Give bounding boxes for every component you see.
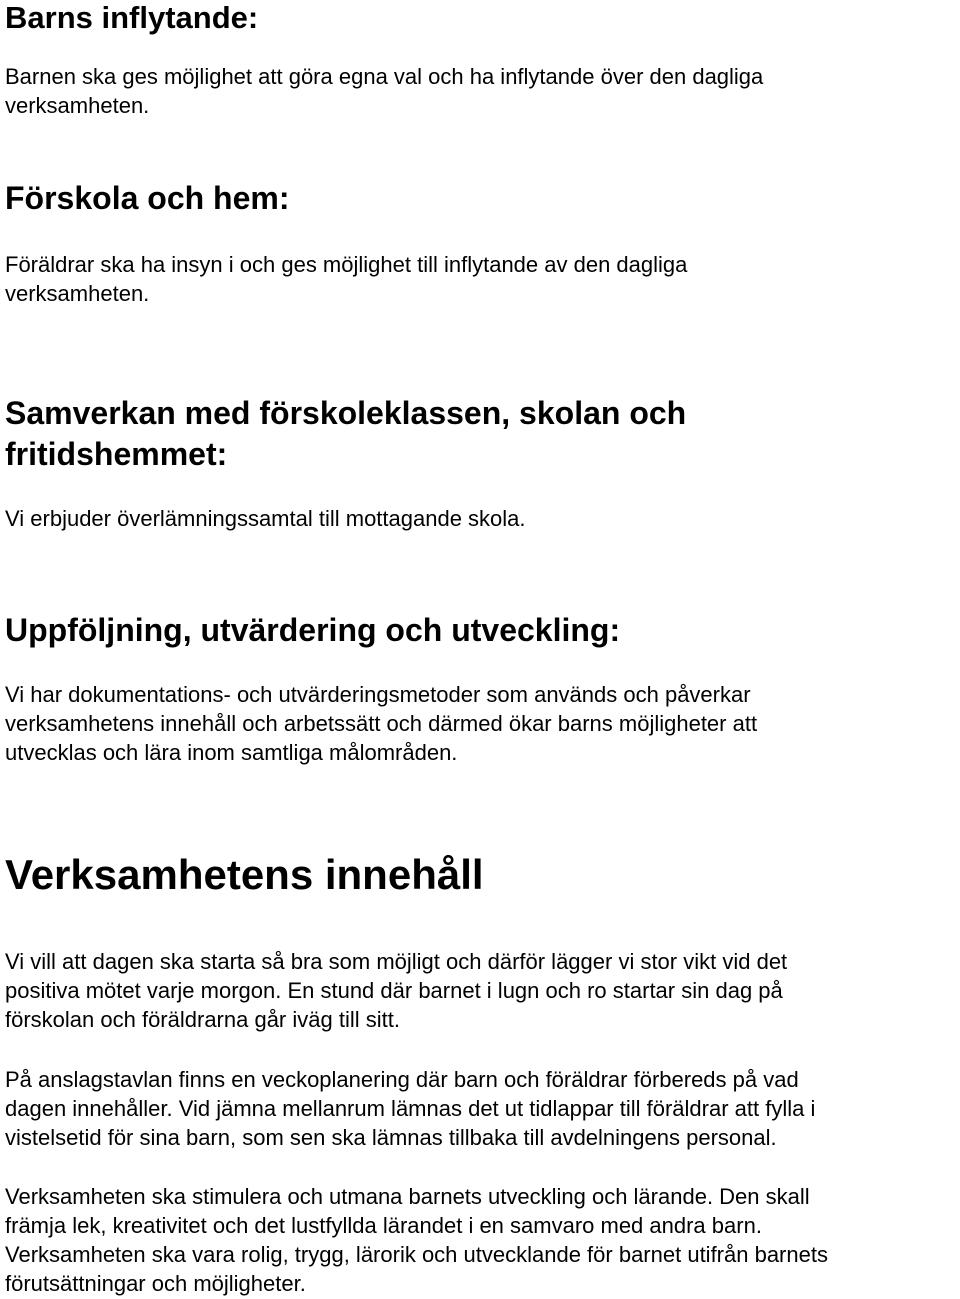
heading-samverkan-cont: fritidshemmet: xyxy=(5,436,228,472)
paragraph-line: Vi vill att dagen ska starta så bra som möjligt och därför lägger vi stor vikt vid det xyxy=(5,949,788,974)
paragraph-line: Verksamheten ska vara rolig, trygg, lärorik och utvecklande för barnet utifrån barnets xyxy=(5,1242,828,1267)
paragraph-line: förskolan och föräldrarna går iväg till sitt. xyxy=(5,1007,400,1032)
paragraph-line: verksamhetens innehåll och arbetssätt och därmed ökar barns möjligheter att xyxy=(5,711,758,736)
heading-uppfoljning: Uppföljning, utvärdering och utveckling: xyxy=(5,612,621,648)
paragraph-line: dagen innehåller. Vid jämna mellanrum lämnas det ut tidlappar till föräldrar att fylla i xyxy=(5,1096,816,1121)
paragraph-line: främja lek, kreativitet och det lustfyllda lärandet i en samvaro med andra barn. xyxy=(5,1213,762,1238)
paragraph-line: Föräldrar ska ha insyn i och ges möjlighet till inflytande av den dagliga xyxy=(5,252,688,277)
paragraph-line: Vi har dokumentations- och utvärderingsmetoder som används och påverkar xyxy=(5,682,751,707)
paragraph-line: positiva mötet varje morgon. En stund där barnet i lugn och ro startar sin dag på xyxy=(5,978,783,1003)
paragraph-line: På anslagstavlan finns en veckoplanering där barn och föräldrar förbereds på vad xyxy=(5,1067,799,1092)
paragraph-line: verksamheten. xyxy=(5,281,150,306)
paragraph-line: utvecklas och lära inom samtliga målområden. xyxy=(5,740,458,765)
paragraph-line: Vi erbjuder överlämningssamtal till mottagande skola. xyxy=(5,506,526,531)
paragraph-line: förutsättningar och möjligheter. xyxy=(5,1271,306,1296)
heading-forskola-och-hem: Förskola och hem: xyxy=(5,180,290,216)
paragraph-line: Verksamheten ska stimulera och utmana barnets utveckling och lärande. Den skall xyxy=(5,1184,810,1209)
heading-samverkan: Samverkan med förskoleklassen, skolan och xyxy=(5,395,687,431)
paragraph-line: Barnen ska ges möjlighet att göra egna val och ha inflytande över den dagliga xyxy=(5,64,764,89)
paragraph-line: vistelsetid för sina barn, som sen ska lämnas tillbaka till avdelningens personal. xyxy=(5,1125,777,1150)
heading-verksamhetens-innehall: Verksamhetens innehåll xyxy=(5,851,484,898)
heading-barns-inflytande: Barns inflytande: xyxy=(5,0,259,35)
paragraph-line: verksamheten. xyxy=(5,93,150,118)
